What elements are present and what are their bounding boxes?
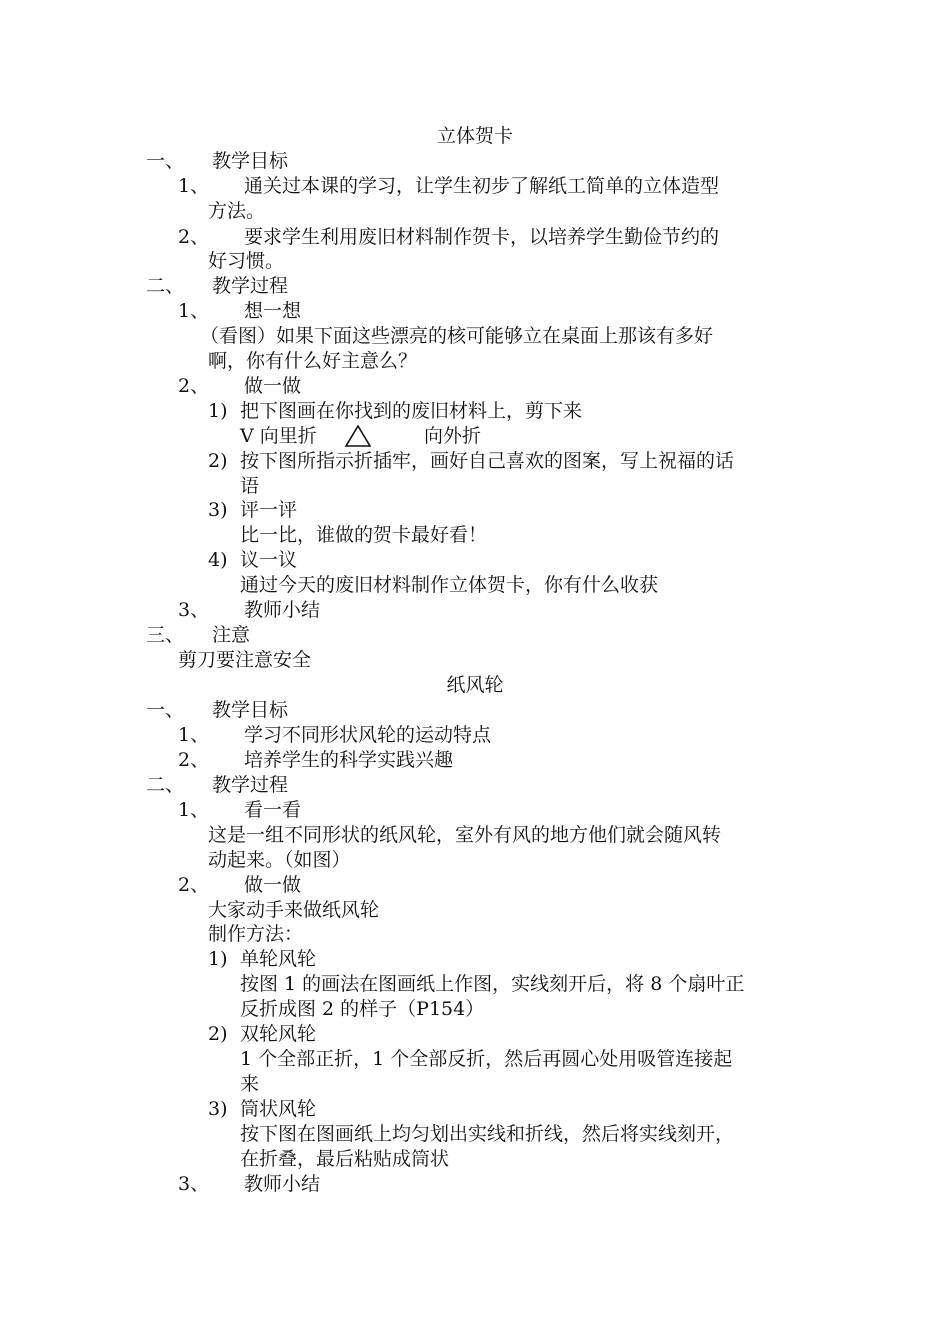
lesson2-goal2-number: 2、 [178,749,210,771]
lesson1-goal1-number: 1、 [178,175,210,197]
lesson2-method2-body: 1 个全部正折，1 个全部反折，然后再圆心处用吸管连接起 [240,1048,733,1070]
lesson2-section2-heading: 教学过程 [212,774,289,796]
lesson1-process3-text: 教师小结 [244,599,321,621]
lesson1-step2-number: 2) [208,450,228,472]
lesson2-process1-number: 1、 [178,799,210,821]
lesson1-process2-text: 做一做 [244,375,302,397]
lesson2-method1-body-cont: 反折成图 2 的样子（P154） [240,998,485,1020]
lesson1-step2-text: 按下图所指示折插牢，画好自己喜欢的图案，写上祝福的话 [240,450,735,472]
lesson2-section1-number: 一、 [146,699,185,721]
lesson2-method-label: 制作方法： [208,923,304,945]
triangle-icon [344,424,372,448]
lesson1-step3-text: 评一评 [240,499,298,521]
lesson2-process3-number: 3、 [178,1173,210,1195]
lesson1-section2-heading: 教学过程 [212,275,289,297]
lesson2-method3-body-cont: 在折叠，最后粘贴成筒状 [240,1148,450,1170]
fold-in-label: V 向里折 [240,425,317,447]
lesson1-title: 立体贺卡 [436,125,513,147]
lesson1-section2-number: 二、 [146,275,185,297]
lesson1-section1-number: 一、 [146,150,185,172]
lesson2-process2-text: 做一做 [244,874,302,896]
lesson2-process2-body: 大家动手来做纸风轮 [208,899,380,921]
lesson1-section3-number: 三、 [146,624,185,646]
lesson2-process1-text: 看一看 [244,799,302,821]
lesson2-process1-body-cont: 动起来。（如图） [208,849,351,871]
lesson2-goal2-text: 培养学生的科学实践兴趣 [244,749,454,771]
lesson2-title: 纸风轮 [446,674,504,696]
lesson1-step2-text-cont: 语 [240,475,260,497]
lesson2-method2-text: 双轮风轮 [240,1023,317,1045]
lesson1-process1-text: 想一想 [244,300,302,322]
lesson1-step3-body: 比一比，谁做的贺卡最好看！ [240,524,488,546]
lesson2-method1-number: 1) [208,948,228,970]
lesson1-section1-heading: 教学目标 [212,150,289,172]
lesson2-method2-body-cont: 来 [240,1073,260,1095]
lesson2-method3-body: 按下图在图画纸上均匀划出实线和折线，然后将实线刻开， [240,1123,735,1145]
lesson2-process1-body: 这是一组不同形状的纸风轮，室外有风的地方他们就会随风转 [208,824,722,846]
lesson2-method1-body: 按图 1 的画法在图画纸上作图，实线刻开后，将 8 个扇叶正 [240,973,745,995]
lesson2-method3-number: 3) [208,1098,228,1120]
lesson2-section1-heading: 教学目标 [212,699,289,721]
lesson1-section3-heading: 注意 [212,624,251,646]
lesson1-goal1-text: 通关过本课的学习，让学生初步了解纸工简单的立体造型 [244,175,720,197]
lesson1-goal2-text-cont: 好习惯。 [208,250,285,272]
fold-out-label: 向外折 [424,425,482,447]
lesson2-method2-number: 2) [208,1023,228,1045]
lesson2-method1-text: 单轮风轮 [240,948,317,970]
lesson1-step1-number: 1) [208,400,228,422]
lesson1-step4-text: 议一议 [240,549,298,571]
lesson2-process3-text: 教师小结 [244,1173,321,1195]
lesson2-goal1-number: 1、 [178,724,210,746]
lesson1-process1-number: 1、 [178,300,210,322]
lesson1-process1-body-cont: 啊，你有什么好主意么？ [208,350,418,372]
lesson2-goal1-text: 学习不同形状风轮的运动特点 [244,724,492,746]
lesson1-step4-number: 4) [208,549,228,571]
lesson2-section2-number: 二、 [146,774,185,796]
lesson1-process1-body: （看图）如果下面这些漂亮的核可能够立在桌面上那该有多好 [200,325,714,347]
lesson1-goal2-number: 2、 [178,226,210,248]
lesson2-process2-number: 2、 [178,874,210,896]
lesson1-step4-body: 通过今天的废旧材料制作立体贺卡，你有什么收获 [240,574,659,596]
lesson1-step1-text: 把下图画在你找到的废旧材料上，剪下来 [240,400,583,422]
lesson1-step3-number: 3) [208,499,228,521]
lesson1-goal2-text: 要求学生利用废旧材料制作贺卡，以培养学生勤俭节约的 [244,226,720,248]
lesson1-process2-number: 2、 [178,375,210,397]
lesson1-process3-number: 3、 [178,599,210,621]
lesson1-section3-body: 剪刀要注意安全 [178,649,312,671]
lesson1-goal1-text-cont: 方法。 [208,200,266,222]
lesson2-method3-text: 筒状风轮 [240,1098,317,1120]
